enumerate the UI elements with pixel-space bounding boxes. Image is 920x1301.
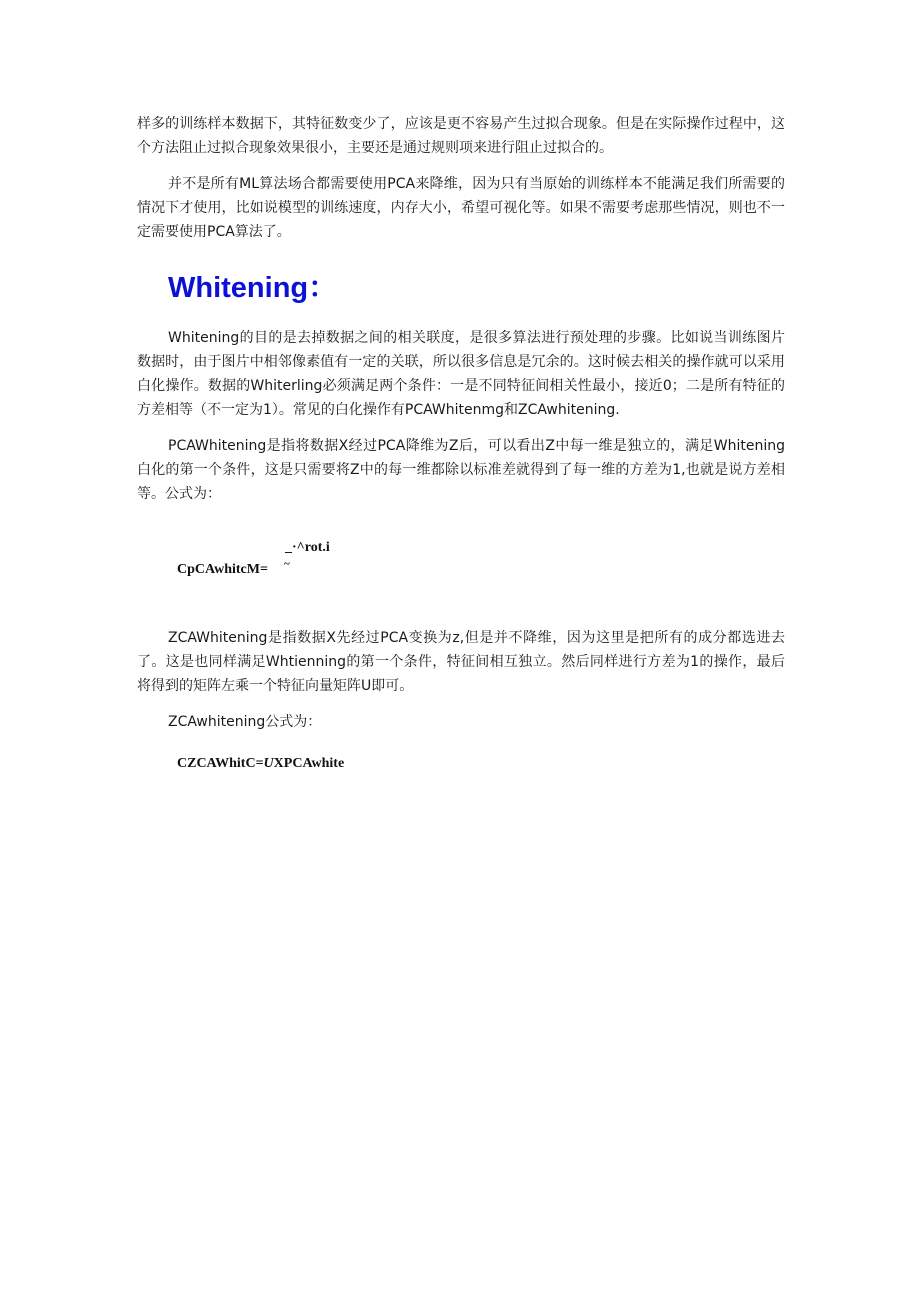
- intro-paragraph-1: 样多的训练样本数据下，其特征数变少了，应该是更不容易产生过拟合现象。但是在实际操作过程中，这个方法阻止过拟合现象效果很小，主要还是通过规则项来进行阻止过拟合的。: [137, 116, 785, 156]
- formula-tilde: ~: [284, 558, 290, 570]
- zca-paragraph-1: ZCAWhitening是指数据X先经过PCA变换为z,但是并不降维，因为这里是把所有的成分都选进去了。这是也同样满足Whtienning的第一个条件，特征间相互独立。然后同样进行方差为1的操作，最后将得到的矩阵左乘一个特征向量矩阵U即可。: [137, 630, 785, 694]
- formula-prefix: CZCAWhitC=: [177, 756, 264, 771]
- document-body: [137, 112, 785, 776]
- formula-lhs: CpCAwhitcM=: [177, 562, 268, 577]
- formula-rhs: _·^rot.i: [285, 540, 330, 555]
- zca-whitening-formula: [177, 752, 785, 776]
- whitening-paragraph-2: PCAWhitening是指将数据X经过PCA降维为Z后，可以看出Z中每一维是独立的，满足Whitening白化的第一个条件，这是只需要将Z中的每一维都除以标准差就得到了每一维的方差为1,也就是说方差相等。公式为：: [137, 438, 785, 502]
- section-heading-whitening: Whitening：: [168, 272, 338, 304]
- formula-suffix: XPCAwhite: [273, 756, 345, 771]
- pca-whitening-formula: [177, 530, 785, 594]
- formula-u: U: [263, 756, 274, 771]
- whitening-paragraph-1: Whitening的目的是去掉数据之间的相关联度，是很多算法进行预处理的步骤。比如说当训练图片数据时，由于图片中相邻像素值有一定的关联，所以很多信息是冗余的。这时候去相关的操作就可以采用白化操作。数据的Whiterling必须满足两个条件：一是不同特征间相关性最小，接近0；二是所有特征的方差相等（不一定为1）。常见的白化操作有PCAWhitenmg和ZCAwhitening.: [137, 330, 785, 418]
- zca-paragraph-2: ZCAwhitening公式为：: [168, 714, 322, 730]
- intro-paragraph-2: 并不是所有ML算法场合都需要使用PCA来降维，因为只有当原始的训练样本不能满足我们所需要的情况下才使用，比如说模型的训练速度，内存大小，希望可视化等。如果不需要考虑那些情况，则也不一定需要使用PCA算法了。: [137, 176, 785, 240]
